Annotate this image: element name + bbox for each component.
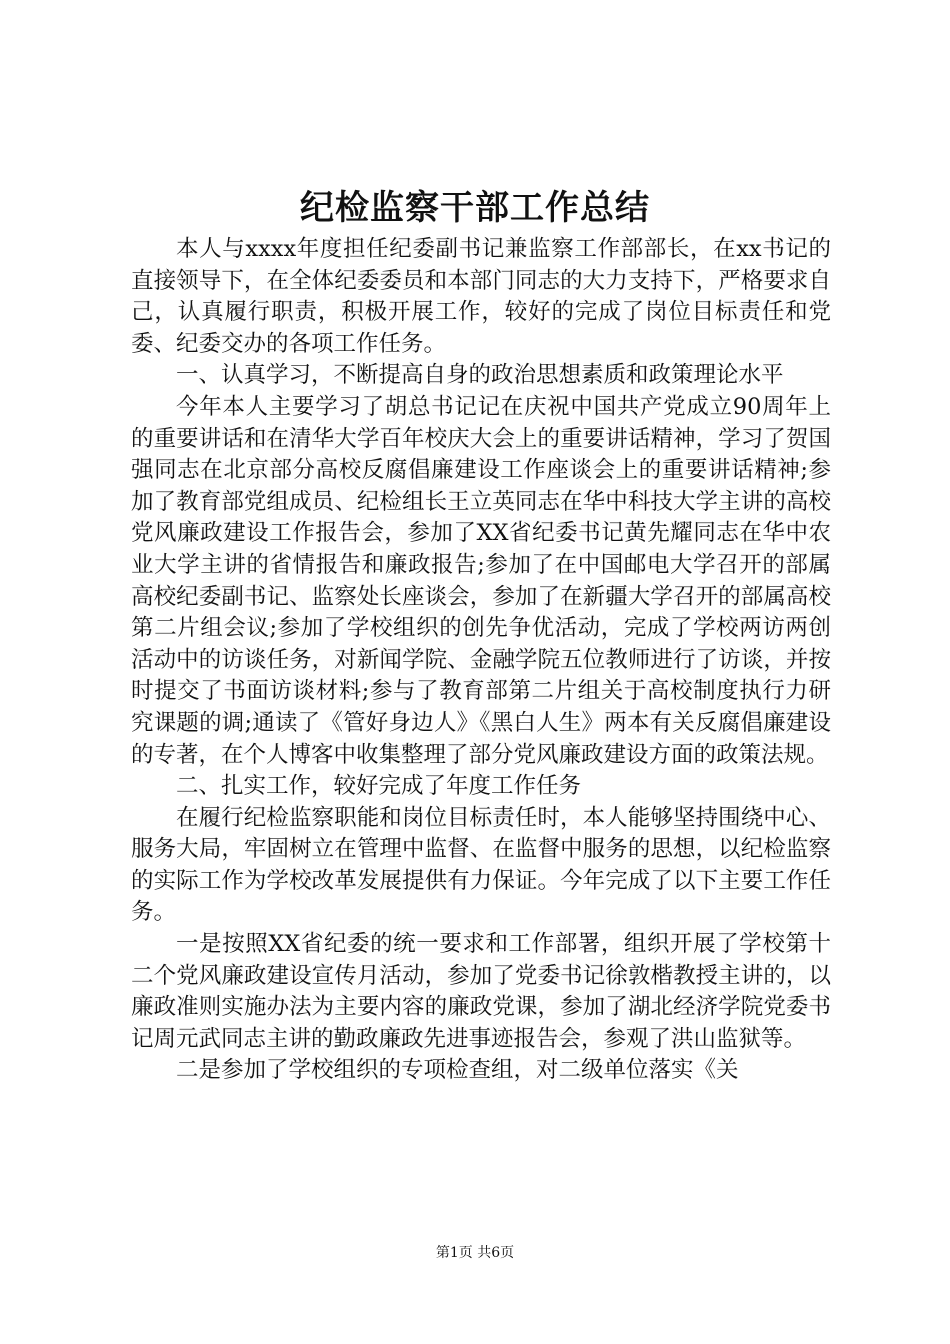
paragraph-task-1: 一是按照XX省纪委的统一要求和工作部署，组织开展了学校第十二个党风廉政建设宣传月活动，参加了党委书记徐敦楷教授主讲的，以廉政准则实施办法为主要内容的廉政党课，参加了湖北经济学院党委书记周元武同志主讲的勤政廉政先进事迹报告会，参观了洪山监狱等。 — [131, 931, 831, 1052]
section-heading-1: 一、认真学习，不断提高自身的政治思想素质和政策理论水平 — [176, 362, 784, 389]
document-title: 纪检监察干部工作总结 — [300, 188, 650, 228]
paragraph-duties: 在履行纪检监察职能和岗位目标责任时，本人能够坚持围绕中心、服务大局，牢固树立在管理中监督、在监督中服务的思想，以纪检监察的实际工作为学校改革发展提供有力保证。今年完成了以下主要工作任务。 — [131, 804, 831, 926]
paragraph-task-2: 二是参加了学校组织的专项检查组，对二级单位落实《关 — [176, 1057, 739, 1084]
section-heading-2: 二、扎实工作，较好完成了年度工作任务 — [176, 773, 582, 800]
page-footer: 第1页 共6页 — [435, 1245, 515, 1261]
document-body — [131, 234, 831, 1087]
paragraph-study: 今年本人主要学习了胡总书记记在庆祝中国共产党成立90周年上的重要讲话和在清华大学百年校庆大会上的重要讲话精神，学习了贺国强同志在北京部分高校反腐倡廉建设工作座谈会上的重要讲话精神;参加了教育部党组成员、纪检组长王立英同志在华中科技大学主讲的高校党风廉政建设工作报告会，参加了XX省纪委书记黄先耀同志在华中农业大学主讲的省情报告和廉政报告;参加了在中国邮电大学召开的部属高校纪委副书记、监察处长座谈会，参加了在新疆大学召开的部属高校第二片组会议;参加了学校组织的创先争优活动，完成了学校两访两创活动中的访谈任务，对新闻学院、金融学院五位教师进行了访谈，并按时提交了书面访谈材料;参与了教育部第二片组关于高校制度执行力研究课题的调;通读了《管好身边人》《黑白人生》两本有关反腐倡廉建设的专著，在个人博客中收集整理了部分党风廉政建设方面的政策法规。 — [131, 393, 831, 768]
paragraph-intro: 本人与xxxx年度担任纪委副书记兼监察工作部部长，在xx书记的直接领导下，在全体纪委委员和本部门同志的大力支持下，严格要求自己，认真履行职责，积极开展工作，较好的完成了岗位目标责任和党委、纪委交办的各项工作任务。 — [131, 236, 831, 357]
